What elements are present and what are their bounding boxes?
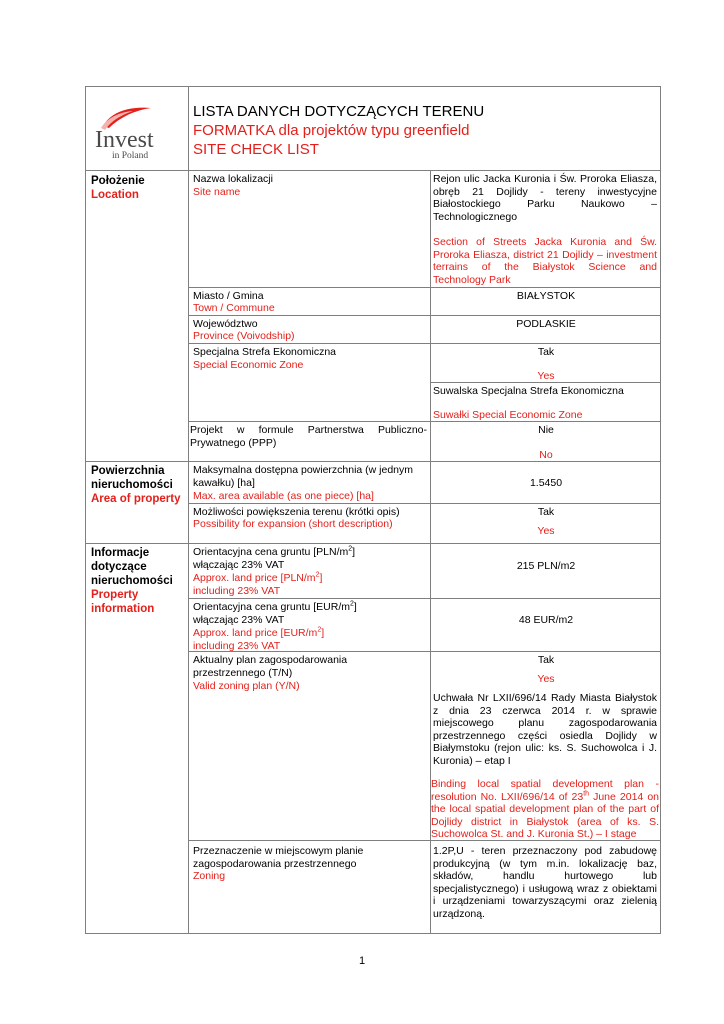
sez-label-en: Special Economic Zone <box>193 359 304 371</box>
town-label-en: Town / Commune <box>193 302 275 314</box>
zoning-plan-value: Tak <box>537 654 555 666</box>
price-pln-label: Orientacyjna cena gruntu $[PLN/m^2]$ <box>193 545 356 558</box>
site-name-value: Rejon ulic Jacka Kuronia i Św. Proroka Eliasza, obręb 21 Dojlidy - tereny inwestycyjne Białostockiego Parku Naukowo – Technologicznego <box>433 173 657 223</box>
province-label: Województwo <box>193 318 258 330</box>
zoning-plan-resolution: Uchwała Nr LXII/696/14 Rady Miasta Białystok z dnia 23 czerwca 2014 r. w sprawie miejscowego planu zagospodarowania przestrzennego części osiedla Dojlidy w Białymstoku (rejon ulic: ks. S. Suchowolca i J. Kuronia) – etap I <box>433 692 657 767</box>
zoning-plan-resolution-en: Binding local spatial development plan - resolution No. LXII/696/14 of 23th June 2014 on the local spatial development plan of the part of Dojlidy district in Białystok (area of ks. S. Suchowolca St. and J. Kuronia St.) – I stage <box>431 778 659 840</box>
sez-value-en: Yes <box>537 370 555 382</box>
title-line-1: LISTA DANYCH DOTYCZĄCYCH TERENU <box>193 103 485 120</box>
max-area-label: Maksymalna dostępna powierzchnia (w jednym kawałku) [ha] <box>193 464 414 489</box>
section-info-en-2: information <box>91 603 155 615</box>
ppp-label: Projekt w formule Partnerstwa Publiczno-Prywatnego (PPP) <box>190 424 427 449</box>
sez-value: Tak <box>537 346 555 358</box>
zoning-plan-label-en: Valid zoning plan (Y/N) <box>193 680 300 692</box>
price-eur-vat: włączając 23% VAT <box>193 614 285 626</box>
column-divider-1 <box>188 170 189 933</box>
logo-subtitle: in Poland <box>112 151 149 161</box>
header-divider <box>85 170 661 171</box>
header-logo-divider <box>188 86 189 170</box>
expansion-label: Możliwości powiększenia terenu (krótki opis) <box>193 506 400 518</box>
page-number: 1 <box>358 955 366 967</box>
row-line <box>188 343 661 344</box>
section-location-en: Location <box>91 189 139 201</box>
section-info-pl-2: dotyczące <box>91 561 147 573</box>
ppp-value-en: No <box>539 449 553 461</box>
row-line <box>188 503 661 504</box>
province-value: PODLASKIE <box>516 318 576 330</box>
logo-word: Invest <box>95 127 154 153</box>
row-line <box>188 315 661 316</box>
row-line <box>188 421 661 422</box>
title-line-3: SITE CHECK LIST <box>193 141 319 158</box>
province-label-en: Province (Voivodship) <box>193 330 295 342</box>
max-area-label-en: Max. area available (as one piece) [ha] <box>193 490 374 502</box>
price-eur-label: Orientacyjna cena gruntu $[EUR/m^2]$ <box>193 600 357 613</box>
site-name-label-en: Site name <box>193 186 241 198</box>
section-location-pl: Położenie <box>91 175 145 187</box>
price-eur-vat-en: including 23% VAT <box>193 640 281 652</box>
section-area-en: Area of property <box>91 493 181 505</box>
price-pln-value: 215 PLN/m2 <box>516 560 576 572</box>
section-area-pl-1: Powierzchnia <box>91 465 165 477</box>
title-line-2: FORMATKA dla projektów typu greenfield <box>193 122 470 139</box>
zoning-value: 1.2P,U - teren przeznaczony pod zabudowę produkcyjną (w tym m.in. lokalizację baz, składów, handlu hurtowego lub specjalistycznego) i usługową wraz z obiektami i urządzeniami towarzyszącymi oraz zielenią urządzoną. <box>433 845 657 920</box>
price-pln-vat: włączając 23% VAT <box>193 559 285 571</box>
zoning-plan-label: Aktualny plan zagospodarowania przestrzennego (T/N) <box>193 654 348 679</box>
row-line <box>188 598 661 599</box>
town-label: Miasto / Gmina <box>193 290 264 302</box>
expansion-label-en: Possibility for expansion (short description) <box>193 518 393 530</box>
site-name-label: Nazwa lokalizacji <box>193 173 273 185</box>
section-line <box>85 543 661 544</box>
ppp-value: Nie <box>538 424 554 436</box>
site-name-value-en: Section of Streets Jacka Kuronia and Św. Proroka Eliasza, district 21 Dojlidy – investment terrains of the Białystok Science and Technology Park <box>433 236 657 286</box>
price-eur-value: 48 EUR/m2 <box>518 614 574 626</box>
section-area-pl-2: nieruchomości <box>91 479 173 491</box>
expansion-value: Tak <box>537 506 555 518</box>
sez-zone-en: Suwałki Special Economic Zone <box>433 409 583 421</box>
expansion-value-en: Yes <box>537 525 555 537</box>
zoning-label: Przeznaczenie w miejscowym planie zagospodarowania przestrzennego <box>193 845 364 870</box>
price-eur-label-en: Approx. land price $[EUR/m^2]$ <box>193 626 325 639</box>
section-info-pl-3: nieruchomości <box>91 575 173 587</box>
price-pln-vat-en: including 23% VAT <box>193 585 281 597</box>
town-value: BIAŁYSTOK <box>516 290 576 302</box>
sez-zone: Suwalska Specjalna Strefa Ekonomiczna <box>433 385 624 397</box>
row-line <box>188 287 661 288</box>
max-area-value: 1.5450 <box>529 477 563 489</box>
zoning-plan-value-en: Yes <box>537 673 555 685</box>
zoning-label-en: Zoning <box>193 870 226 882</box>
section-info-en-1: Property <box>91 589 139 601</box>
price-pln-label-en: Approx. land price $[PLN/m^2]$ <box>193 571 323 584</box>
sez-label: Specjalna Strefa Ekonomiczna <box>193 346 336 358</box>
section-info-pl-1: Informacje <box>91 547 150 559</box>
